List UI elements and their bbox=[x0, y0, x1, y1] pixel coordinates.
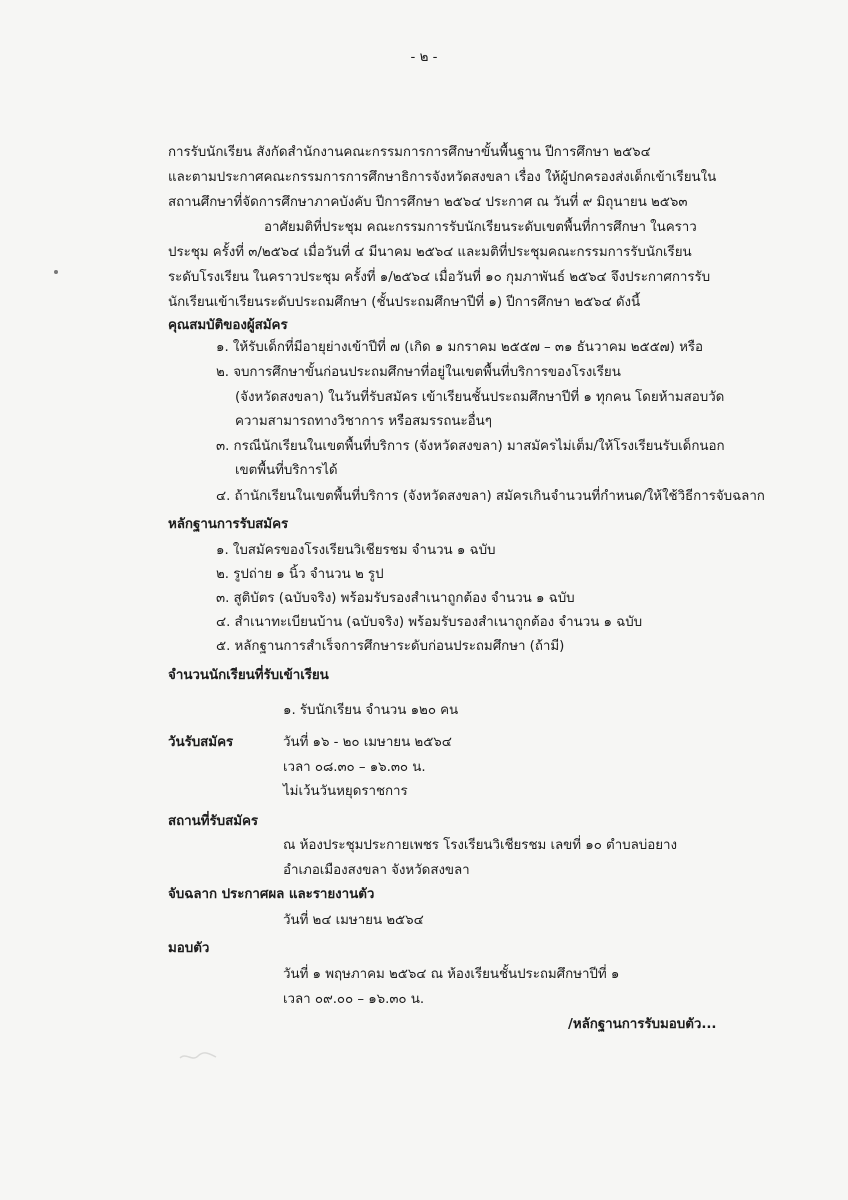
continuation-note: /หลักฐานการรับมอบตัว... bbox=[568, 1017, 717, 1032]
qualification-item: ๑. ให้รับเด็กที่มีอายุย่างเข้าปีที่ ๗ (เกิด ๑ มกราคม ๒๕๕๗ – ๓๑ ธันวาคม ๒๕๕๗) หรือ bbox=[216, 340, 703, 355]
qualification-item: ๔. ถ้านักเรียนในเขตพื้นที่บริการ (จังหวัดสงขลา) สมัครเกินจำนวนที่กำหนด/ให้ใช้วิธีการจับฉลาก bbox=[216, 489, 765, 504]
qualifications-heading: คุณสมบัติของผู้สมัคร bbox=[168, 318, 288, 333]
application-note: ไม่เว้นวันหยุดราชการ bbox=[283, 784, 408, 799]
intro-line: และตามประกาศคณะกรรมการการศึกษาธิการจังหวัดสงขลา เรื่อง ให้ผู้ปกครองส่งเด็กเข้าเรียนใน bbox=[168, 170, 717, 185]
evidence-item: ๒. รูปถ่าย ๑ นิ้ว จำนวน ๒ รูป bbox=[216, 567, 384, 582]
lottery-heading: จับฉลาก ประกาศผล และรายงานตัว bbox=[168, 887, 375, 902]
intro-line: การรับนักเรียน สังกัดสำนักงานคณะกรรมการการศึกษาขั้นพื้นฐาน ปีการศึกษา ๒๕๖๔ bbox=[168, 145, 651, 160]
evidence-item: ๔. สำเนาทะเบียนบ้าน (ฉบับจริง) พร้อมรับรองสำเนาถูกต้อง จำนวน ๑ ฉบับ bbox=[216, 615, 643, 630]
venue-heading: สถานที่รับสมัคร bbox=[168, 814, 259, 829]
application-time: เวลา ๐๘.๓๐ – ๑๖.๓๐ น. bbox=[283, 760, 426, 775]
evidence-item: ๕. หลักฐานการสำเร็จการศึกษาระดับก่อนประถมศึกษา (ถ้ามี) bbox=[216, 639, 565, 654]
venue-line: อำเภอเมืองสงขลา จังหวัดสงขลา bbox=[283, 863, 470, 878]
intro-line: นักเรียนเข้าเรียนระดับประถมศึกษา (ชั้นประถมศึกษาปีที่ ๑) ปีการศึกษา ๒๕๖๔ ดังนี้ bbox=[168, 295, 641, 310]
scan-speck bbox=[54, 270, 58, 274]
qualification-item-cont: เขตพื้นที่บริการได้ bbox=[235, 463, 338, 478]
evidence-item: ๑. ใบสมัครของโรงเรียนวิเชียรชม จำนวน ๑ ฉบับ bbox=[216, 543, 496, 558]
venue-line: ณ ห้องประชุมประกายเพชร โรงเรียนวิเชียรชม เลขที่ ๑๐ ตำบลบ่อยาง bbox=[283, 838, 677, 853]
intro-line: ประชุม ครั้งที่ ๓/๒๕๖๔ เมื่อวันที่ ๔ มีนาคม ๒๕๖๔ และมติที่ประชุมคณะกรรมการรับนักเรียน bbox=[168, 245, 692, 260]
page-number: - ๒ - bbox=[410, 50, 438, 65]
handover-date: วันที่ ๑ พฤษภาคม ๒๕๖๔ ณ ห้องเรียนชั้นประถมศึกษาปีที่ ๑ bbox=[283, 967, 620, 982]
quota-item: ๑. รับนักเรียน จำนวน ๑๒๐ คน bbox=[283, 703, 459, 718]
quota-heading: จำนวนนักเรียนที่รับเข้าเรียน bbox=[168, 668, 329, 683]
ink-smudge bbox=[178, 1050, 218, 1062]
qualification-item-cont: ความสามารถทางวิชาการ หรือสมรรถนะอื่นๆ bbox=[235, 414, 492, 429]
qualification-item: ๒. จบการศึกษาขั้นก่อนประถมศึกษาที่อยู่ในเขตพื้นที่บริการของโรงเรียน bbox=[216, 365, 621, 380]
evidence-item: ๓. สูติบัตร (ฉบับจริง) พร้อมรับรองสำเนาถูกต้อง จำนวน ๑ ฉบับ bbox=[216, 591, 575, 606]
intro-line: สถานศึกษาที่จัดการศึกษาภาคบังคับ ปีการศึกษา ๒๕๖๔ ประกาศ ณ วันที่ ๙ มิถุนายน ๒๕๖๓ bbox=[168, 195, 688, 210]
application-dates-heading: วันรับสมัคร bbox=[168, 735, 234, 750]
application-date: วันที่ ๑๖ - ๒๐ เมษายน ๒๕๖๔ bbox=[283, 735, 452, 750]
intro-line: อาศัยมติที่ประชุม คณะกรรมการรับนักเรียนระดับเขตพื้นที่การศึกษา ในคราว bbox=[264, 220, 697, 235]
intro-line: ระดับโรงเรียน ในคราวประชุม ครั้งที่ ๑/๒๕๖๔ เมื่อวันที่ ๑๐ กุมภาพันธ์ ๒๕๖๔ จึงประกาศการรับ bbox=[168, 270, 711, 285]
handover-time: เวลา ๐๙.๐๐ – ๑๖.๓๐ น. bbox=[283, 992, 425, 1007]
lottery-date: วันที่ ๒๔ เมษายน ๒๕๖๔ bbox=[283, 913, 424, 928]
qualification-item-cont: (จังหวัดสงขลา) ในวันที่รับสมัคร เข้าเรียนชั้นประถมศึกษาปีที่ ๑ ทุกคน โดยห้ามสอบวัด bbox=[235, 390, 725, 405]
qualification-item: ๓. กรณีนักเรียนในเขตพื้นที่บริการ (จังหวัดสงขลา) มาสมัครไม่เต็ม/ให้โรงเรียนรับเด็กนอก bbox=[216, 439, 725, 454]
handover-heading: มอบตัว bbox=[168, 941, 210, 956]
evidence-heading: หลักฐานการรับสมัคร bbox=[168, 517, 289, 532]
